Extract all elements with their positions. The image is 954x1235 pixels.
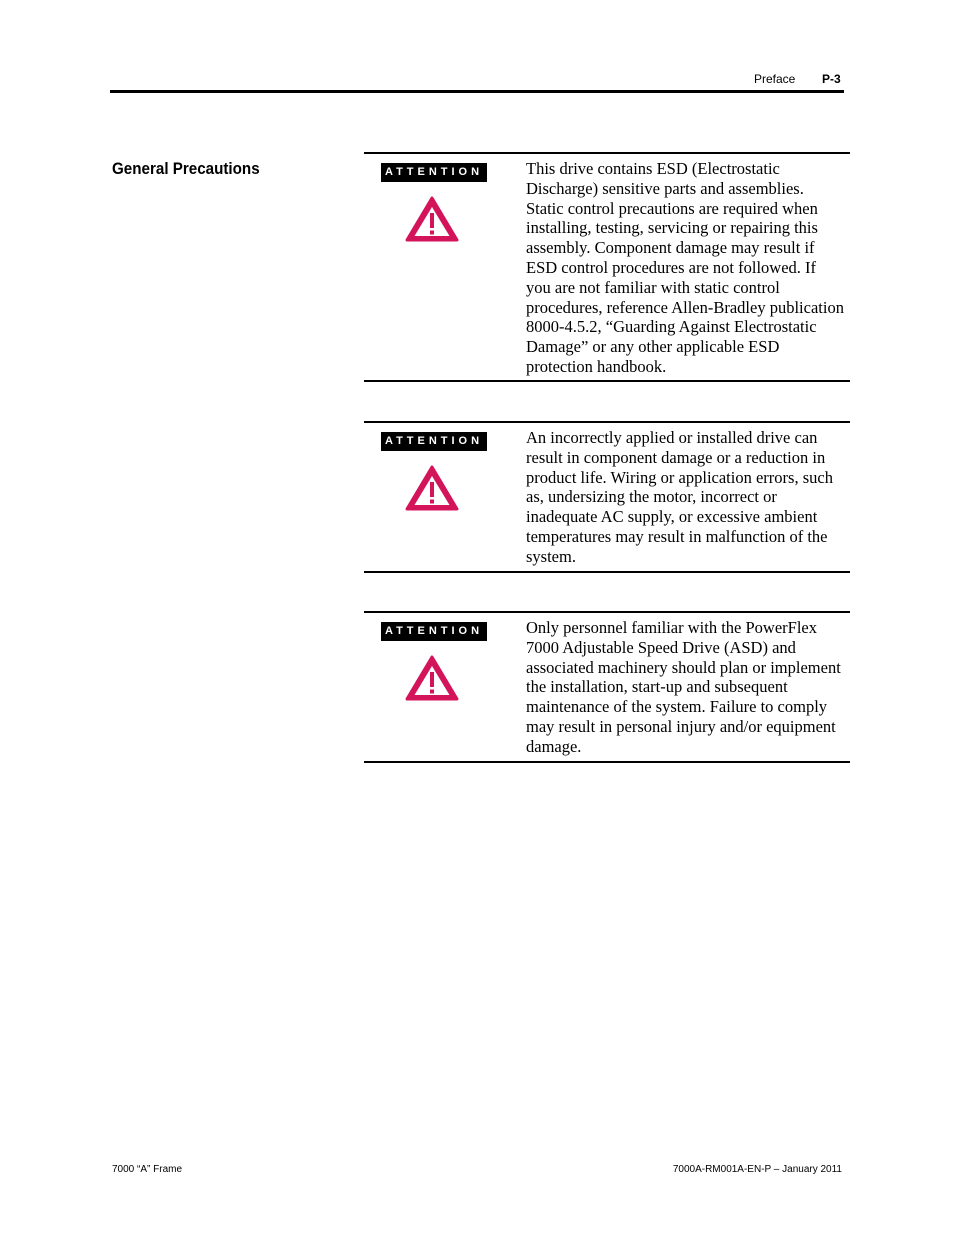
section-title: General Precautions: [112, 160, 260, 178]
warning-triangle-icon: [404, 194, 460, 244]
footer-publication-number: 7000A-RM001A-EN-P – January 2011: [672, 1164, 842, 1175]
header-section-name: Preface: [754, 72, 796, 86]
footer-document-title: 7000 “A” Frame: [112, 1164, 183, 1175]
attention-box-esd: [364, 152, 850, 382]
attention-text: This drive contains ESD (Electrostatic Discharge) sensitive parts and assemblies. Static control precautions are required when installing, testing, servicing or repairing this assembly. Component damage may result if ESD control procedures are not followed. If you are not familiar with static control procedures, reference Allen-Bradley publication 8000-4.5.2, “Guarding Against Electrostatic Damage” or any other applicable ESD protection handbook.: [526, 159, 844, 376]
attention-box-installation: [364, 421, 850, 573]
warning-triangle-icon: [404, 653, 460, 703]
attention-label: ATTENTION: [381, 163, 487, 182]
attention-label: ATTENTION: [381, 622, 487, 641]
header-rule: [110, 90, 844, 93]
attention-label: ATTENTION: [381, 432, 487, 451]
attention-text: Only personnel familiar with the PowerFlex 7000 Adjustable Speed Drive (ASD) and associated machinery should plan or implement the installation, start-up and subsequent maintenance of the system. Failure to comply may result in personal injury and/or equipment damage.: [526, 618, 841, 756]
attention-box-personnel: [364, 611, 850, 763]
warning-triangle-icon: [404, 463, 460, 513]
attention-text: An incorrectly applied or installed drive can result in component damage or a reduction in product life. Wiring or application errors, such as, undersizing the motor, incorrect or inadequate AC supply, or excessive ambient temperatures may result in malfunction of the system.: [526, 428, 833, 566]
header-page-number: P-3: [822, 72, 841, 86]
